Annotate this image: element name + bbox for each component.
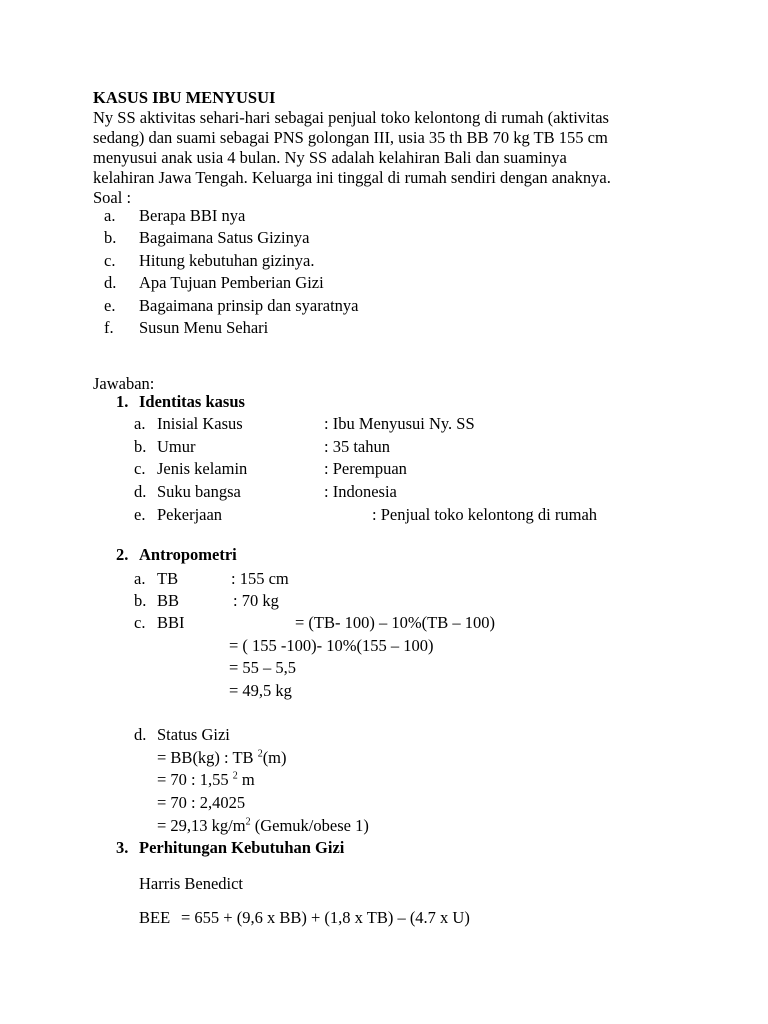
case-paragraph-line-2: sedang) dan suami sebagai PNS golongan III, usia 35 th BB 70 kg TB 155 cm — [93, 128, 608, 147]
section-2-number: 2. — [116, 545, 129, 564]
status-gizi-step-4 — [157, 816, 369, 836]
status-gizi-step-2 — [157, 770, 255, 790]
antro-bb-value: : 70 kg — [233, 591, 279, 610]
section-1-number: 1. — [116, 392, 129, 411]
status-gizi-step-4-sup: 2 — [245, 816, 251, 828]
status-gizi-step-3: = 70 : 2,4025 — [157, 793, 246, 812]
identity-c-value: : Perempuan — [324, 459, 407, 478]
case-title: KASUS IBU MENYUSUI — [93, 88, 276, 107]
status-gizi-step-1 — [157, 748, 287, 768]
case-paragraph-line-1: Ny SS aktivitas sehari-hari sebagai penjual toko kelontong di rumah (aktivitas — [93, 108, 609, 127]
question-b-text: Bagaimana Satus Gizinya — [139, 228, 310, 247]
identity-e-value: : Penjual toko kelontong di rumah — [372, 505, 598, 524]
identity-e-label: Pekerjaan — [157, 505, 223, 524]
identity-d-label: Suku bangsa — [157, 482, 241, 501]
method-name: Harris Benedict — [139, 874, 244, 893]
identity-d-marker: d. — [134, 482, 147, 501]
identity-b-value: : 35 tahun — [324, 437, 390, 456]
question-c-marker: c. — [104, 251, 116, 270]
section-3-number: 3. — [116, 838, 129, 857]
identity-a-value: : Ibu Menyusui Ny. SS — [324, 414, 475, 433]
question-f-text: Susun Menu Sehari — [139, 318, 269, 337]
antro-bbi-step-1: = ( 155 -100)- 10%(155 – 100) — [229, 636, 434, 655]
case-paragraph-line-4: kelahiran Jawa Tengah. Keluarga ini tinggal di rumah sendiri dengan anaknya. — [93, 168, 611, 187]
status-gizi-step-4-post: (Gemuk/obese 1) — [250, 816, 369, 835]
identity-a-marker: a. — [134, 414, 146, 433]
antro-bbi-step-3: = 49,5 kg — [229, 681, 292, 700]
status-gizi-step-2-post: m — [237, 770, 255, 789]
bee-label: BEE — [139, 908, 171, 927]
antro-bb-label: BB — [157, 591, 180, 610]
status-gizi-step-1-post: (m) — [262, 748, 287, 767]
antro-bbi-label: BBI — [157, 613, 185, 632]
jawaban-label: Jawaban: — [93, 374, 155, 393]
section-3-heading: Perhitungan Kebutuhan Gizi — [139, 838, 345, 857]
identity-e-marker: e. — [134, 505, 146, 524]
question-f-marker: f. — [104, 318, 114, 337]
question-d-marker: d. — [104, 273, 117, 292]
identity-c-marker: c. — [134, 459, 146, 478]
question-a-text: Berapa BBI nya — [139, 206, 246, 225]
antro-tb-label: TB — [157, 569, 179, 588]
antro-bb-marker: b. — [134, 591, 147, 610]
antro-bbi-marker: c. — [134, 613, 146, 632]
status-gizi-step-1-pre: = BB(kg) : TB — [157, 748, 258, 767]
status-gizi-step-2-pre: = 70 : 1,55 — [157, 770, 233, 789]
section-2-heading: Antropometri — [139, 545, 237, 564]
soal-label: Soal : — [93, 188, 132, 207]
identity-c-label: Jenis kelamin — [157, 459, 248, 478]
question-b-marker: b. — [104, 228, 117, 247]
question-c-text: Hitung kebutuhan gizinya. — [139, 251, 315, 270]
identity-a-label: Inisial Kasus — [157, 414, 243, 433]
bee-formula: = 655 + (9,6 x BB) + (1,8 x TB) – (4.7 x U) — [181, 908, 470, 927]
case-intro — [93, 88, 683, 208]
antro-tb-marker: a. — [134, 569, 146, 588]
case-paragraph-line-3: menyusui anak usia 4 bulan. Ny SS adalah kelahiran Bali dan suaminya — [93, 148, 567, 167]
antro-bbi-formula: = (TB- 100) – 10%(TB – 100) — [295, 613, 495, 632]
status-gizi-label: Status Gizi — [157, 725, 230, 744]
identity-b-marker: b. — [134, 437, 147, 456]
section-1-heading: Identitas kasus — [139, 392, 245, 411]
identity-d-value: : Indonesia — [324, 482, 397, 501]
status-gizi-step-1-sup: 2 — [257, 748, 263, 760]
question-d-text: Apa Tujuan Pemberian Gizi — [139, 273, 324, 292]
antro-tb-value: : 155 cm — [231, 569, 289, 588]
question-a-marker: a. — [104, 206, 116, 225]
question-e-text: Bagaimana prinsip dan syaratnya — [139, 296, 359, 315]
status-gizi-marker: d. — [134, 725, 147, 744]
identity-b-label: Umur — [157, 437, 196, 456]
question-e-marker: e. — [104, 296, 116, 315]
status-gizi-step-4-pre: = 29,13 kg/m — [157, 816, 246, 835]
antro-bbi-step-2: = 55 – 5,5 — [229, 658, 297, 677]
status-gizi-step-2-sup: 2 — [232, 770, 238, 782]
